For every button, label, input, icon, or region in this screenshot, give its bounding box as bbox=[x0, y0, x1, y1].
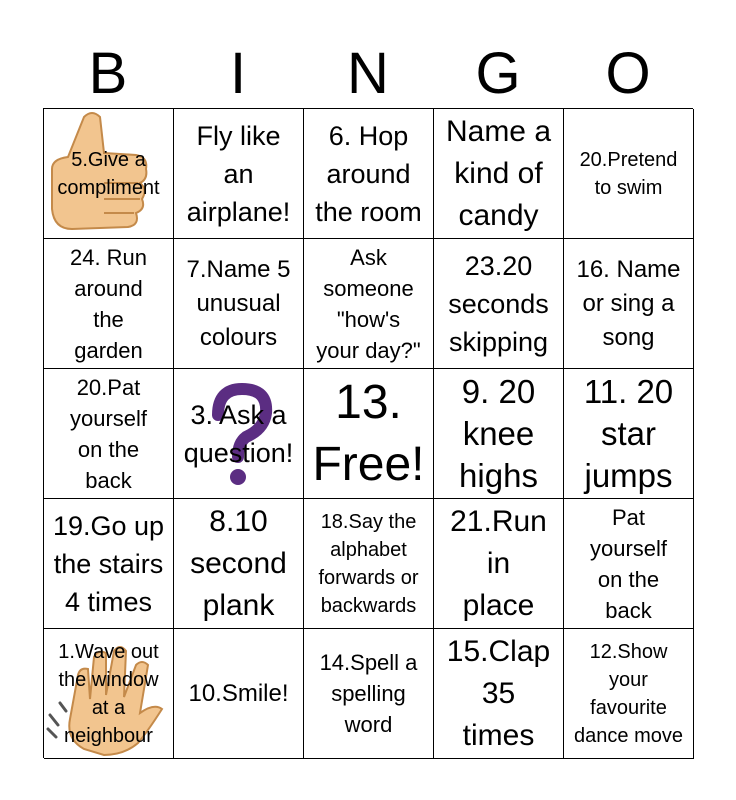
cell-label: Pat yourself on the back bbox=[589, 504, 668, 623]
bingo-cell[interactable] bbox=[304, 369, 434, 499]
bingo-cell[interactable] bbox=[564, 629, 694, 759]
bingo-cell[interactable] bbox=[564, 369, 694, 499]
cell-label: 11. 20 star jumps bbox=[583, 372, 674, 494]
cell-label: 20.Pat yourself on the back bbox=[69, 374, 148, 493]
bingo-cell[interactable] bbox=[434, 629, 564, 759]
header-letter-n: N bbox=[347, 41, 389, 106]
bingo-cell[interactable] bbox=[304, 239, 434, 369]
cell-label: 5.Give a compliment bbox=[57, 148, 160, 199]
bingo-header bbox=[43, 40, 693, 108]
cell-label: 9. 20 knee highs bbox=[459, 372, 538, 494]
bingo-cell[interactable] bbox=[304, 499, 434, 629]
header-letter-b: B bbox=[88, 41, 128, 106]
bingo-cell[interactable] bbox=[174, 109, 304, 239]
header-letter-g: G bbox=[475, 41, 521, 106]
header-letter-o: O bbox=[605, 41, 651, 106]
bingo-cell[interactable] bbox=[434, 499, 564, 629]
bingo-cell[interactable] bbox=[564, 499, 694, 629]
bingo-cell[interactable] bbox=[434, 239, 564, 369]
cell-label: 12.Show your favourite dance move bbox=[574, 640, 683, 747]
cell-label: Fly like an airplane! bbox=[186, 120, 291, 227]
cell-label: 3. Ask a question! bbox=[183, 399, 294, 468]
cell-label: Ask someone "how's your day?" bbox=[316, 244, 421, 363]
bingo-cell[interactable] bbox=[174, 239, 304, 369]
bingo-cell[interactable] bbox=[304, 109, 434, 239]
bingo-card bbox=[43, 108, 693, 758]
bingo-cell[interactable] bbox=[304, 629, 434, 759]
cell-label: 15.Clap 35 times bbox=[446, 634, 551, 752]
cell-label: Name a kind of candy bbox=[445, 114, 552, 232]
bingo-cell[interactable] bbox=[44, 109, 174, 239]
cell-label: 8.10 second plank bbox=[190, 504, 287, 622]
bingo-cell[interactable] bbox=[44, 629, 174, 759]
bingo-cell[interactable] bbox=[564, 109, 694, 239]
cell-label: 24. Run around the garden bbox=[69, 244, 148, 363]
bingo-cell[interactable] bbox=[564, 239, 694, 369]
cell-label: 7.Name 5 unusual colours bbox=[186, 255, 291, 351]
cell-label: 6. Hop around the room bbox=[315, 120, 422, 227]
cell-label: 1.Wave out the window at a neighbour bbox=[58, 640, 159, 747]
cell-label: 13. Free! bbox=[312, 375, 425, 491]
bingo-cell[interactable] bbox=[44, 239, 174, 369]
cell-label: 16. Name or sing a song bbox=[576, 255, 681, 351]
cell-label: 18.Say the alphabet forwards or backwards bbox=[318, 510, 419, 617]
cell-label: 10.Smile! bbox=[188, 679, 289, 707]
bingo-cell[interactable] bbox=[174, 369, 304, 499]
cell-label: 21.Run in place bbox=[450, 504, 547, 622]
bingo-cell[interactable] bbox=[44, 499, 174, 629]
bingo-cell[interactable] bbox=[174, 499, 304, 629]
cell-label: 19.Go up the stairs 4 times bbox=[52, 510, 165, 617]
bingo-cell[interactable] bbox=[434, 109, 564, 239]
cell-label: 14.Spell a spelling word bbox=[319, 650, 418, 737]
bingo-cell[interactable] bbox=[174, 629, 304, 759]
bingo-cell[interactable] bbox=[44, 369, 174, 499]
header-letter-i: I bbox=[229, 41, 247, 106]
bingo-cell[interactable] bbox=[434, 369, 564, 499]
cell-label: 23.20 seconds skipping bbox=[448, 250, 549, 357]
cell-label: 20.Pretend to swim bbox=[579, 148, 678, 199]
